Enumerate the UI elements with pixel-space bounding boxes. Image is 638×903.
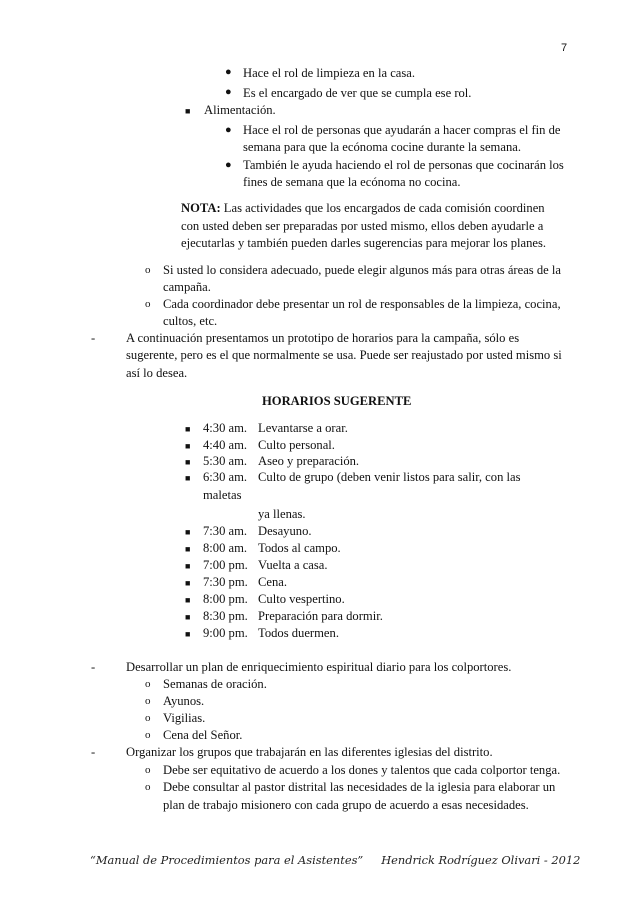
- list-text: Debe ser equitativo de acuerdo a los dones y talentos que cada colportor tenga.: [163, 763, 561, 777]
- bullet-text: Hace el rol de personas que ayudarán a hacer compras el fin de: [243, 123, 561, 137]
- note-text: con usted deben ser preparadas por usted mismo, ellos deben ayudarle a: [181, 219, 544, 233]
- square-bullet-icon: ■: [185, 629, 191, 639]
- square-bullet-icon: ■: [185, 106, 191, 116]
- circle-bullet-icon: o: [145, 712, 151, 724]
- square-bullet-icon: ■: [185, 473, 191, 483]
- bullet-icon: ●: [225, 86, 232, 98]
- circle-bullet-icon: o: [145, 264, 151, 276]
- list-text: Vigilias.: [163, 711, 206, 725]
- bullet-text: fines de semana que la ecónoma no cocina.: [243, 175, 461, 189]
- dash-icon: -: [91, 745, 96, 759]
- list-text: cultos, etc.: [163, 314, 218, 328]
- schedule-time: 7:30 am.: [203, 524, 248, 538]
- dash-icon: -: [91, 660, 96, 674]
- list-text: Cena del Señor.: [163, 728, 243, 742]
- square-bullet-icon: ■: [185, 561, 191, 571]
- schedule-time: 7:30 pm.: [203, 575, 248, 589]
- schedule-activity: Culto vespertino.: [258, 592, 345, 606]
- note-label: NOTA:: [181, 201, 221, 215]
- section-label: Alimentación.: [204, 103, 276, 117]
- schedule-activity: Todos duermen.: [258, 626, 339, 640]
- circle-bullet-icon: o: [145, 695, 151, 707]
- schedule-time: 5:30 am.: [203, 454, 248, 468]
- bullet-text: Es el encargado de ver que se cumpla ese rol.: [243, 86, 472, 100]
- list-text: Semanas de oración.: [163, 677, 267, 691]
- schedule-activity: Todos al campo.: [258, 541, 341, 555]
- bullet-icon: ●: [225, 124, 232, 136]
- schedule-time: 8:00 pm.: [203, 592, 248, 606]
- square-bullet-icon: ■: [185, 527, 191, 537]
- list-text: plan de trabajo misionero con cada grupo de acuerdo a esas necesidades.: [163, 798, 529, 812]
- footer-title: “Manual de Procedimientos para el Asistentes”: [90, 853, 364, 867]
- circle-bullet-icon: o: [145, 298, 151, 310]
- square-bullet-icon: ■: [185, 457, 191, 467]
- square-bullet-icon: ■: [185, 544, 191, 554]
- schedule-activity-cont: maletas: [203, 488, 242, 502]
- square-bullet-icon: ■: [185, 424, 191, 434]
- bullet-icon: ●: [225, 159, 232, 171]
- schedule-time: 6:30 am.: [203, 470, 248, 484]
- schedule-activity-cont: ya llenas.: [258, 507, 306, 521]
- dash-icon: -: [91, 331, 96, 345]
- bullet-text: semana para que la ecónoma cocine durante la semana.: [243, 140, 521, 154]
- schedule-time: 9:00 pm.: [203, 626, 248, 640]
- list-text: Debe consultar al pastor distrital las necesidades de la iglesia para elaborar un: [163, 780, 556, 794]
- bullet-text: Hace el rol de limpieza en la casa.: [243, 66, 416, 80]
- list-text: campaña.: [163, 280, 211, 294]
- schedule-time: 8:30 pm.: [203, 609, 248, 623]
- schedule-time: 4:40 am.: [203, 438, 248, 452]
- footer-author: Hendrick Rodríguez Olivari - 2012: [381, 853, 581, 867]
- paragraph-text: A continuación presentamos un prototipo de horarios para la campaña, sólo es: [126, 331, 520, 345]
- circle-bullet-icon: o: [145, 764, 151, 776]
- square-bullet-icon: ■: [185, 595, 191, 605]
- note-line: [181, 200, 545, 217]
- note-text: ejecutarlas y también pueden darles sugerencias para mejorar los planes.: [181, 236, 547, 250]
- paragraph-text: así lo desea.: [126, 366, 188, 380]
- square-bullet-icon: ■: [185, 612, 191, 622]
- schedule-heading-text: HORARIOS SUGERENTE: [262, 394, 412, 408]
- bullet-text: También le ayuda haciendo el rol de personas que cocinarán los: [243, 158, 564, 172]
- schedule-activity: Aseo y preparación.: [258, 454, 360, 468]
- circle-bullet-icon: o: [145, 781, 151, 793]
- bullet-icon: ●: [225, 66, 232, 78]
- schedule-activity: Preparación para dormir.: [258, 609, 383, 623]
- schedule-time: 7:00 pm.: [203, 558, 248, 572]
- schedule-activity: Desayuno.: [258, 524, 312, 538]
- schedule-activity: Culto de grupo (deben venir listos para salir, con las: [258, 470, 521, 484]
- schedule-activity: Cena.: [258, 575, 288, 589]
- schedule-activity: Levantarse a orar.: [258, 421, 348, 435]
- schedule-activity: Culto personal.: [258, 438, 335, 452]
- list-text: Ayunos.: [163, 694, 205, 708]
- circle-bullet-icon: o: [145, 678, 151, 690]
- list-text: Si usted lo considera adecuado, puede elegir algunos más para otras áreas de la: [163, 263, 561, 277]
- schedule-activity: Vuelta a casa.: [258, 558, 328, 572]
- schedule-time: 8:00 am.: [203, 541, 248, 555]
- footer: [90, 852, 580, 869]
- schedule-time: 4:30 am.: [203, 421, 248, 435]
- list-text: Cada coordinador debe presentar un rol de responsables de la limpieza, cocina,: [163, 297, 561, 311]
- square-bullet-icon: ■: [185, 441, 191, 451]
- paragraph-text: sugerente, pero es el que normalmente se usa. Puede ser reajustado por usted mismo si: [126, 348, 562, 362]
- paragraph-text: Desarrollar un plan de enriquecimiento espiritual diario para los colportores.: [126, 660, 512, 674]
- page-number: 7: [561, 42, 568, 54]
- note-text: Las actividades que los encargados de cada comisión coordinen: [220, 201, 545, 215]
- circle-bullet-icon: o: [145, 729, 151, 741]
- square-bullet-icon: ■: [185, 578, 191, 588]
- paragraph-text: Organizar los grupos que trabajarán en las diferentes iglesias del distrito.: [126, 745, 493, 759]
